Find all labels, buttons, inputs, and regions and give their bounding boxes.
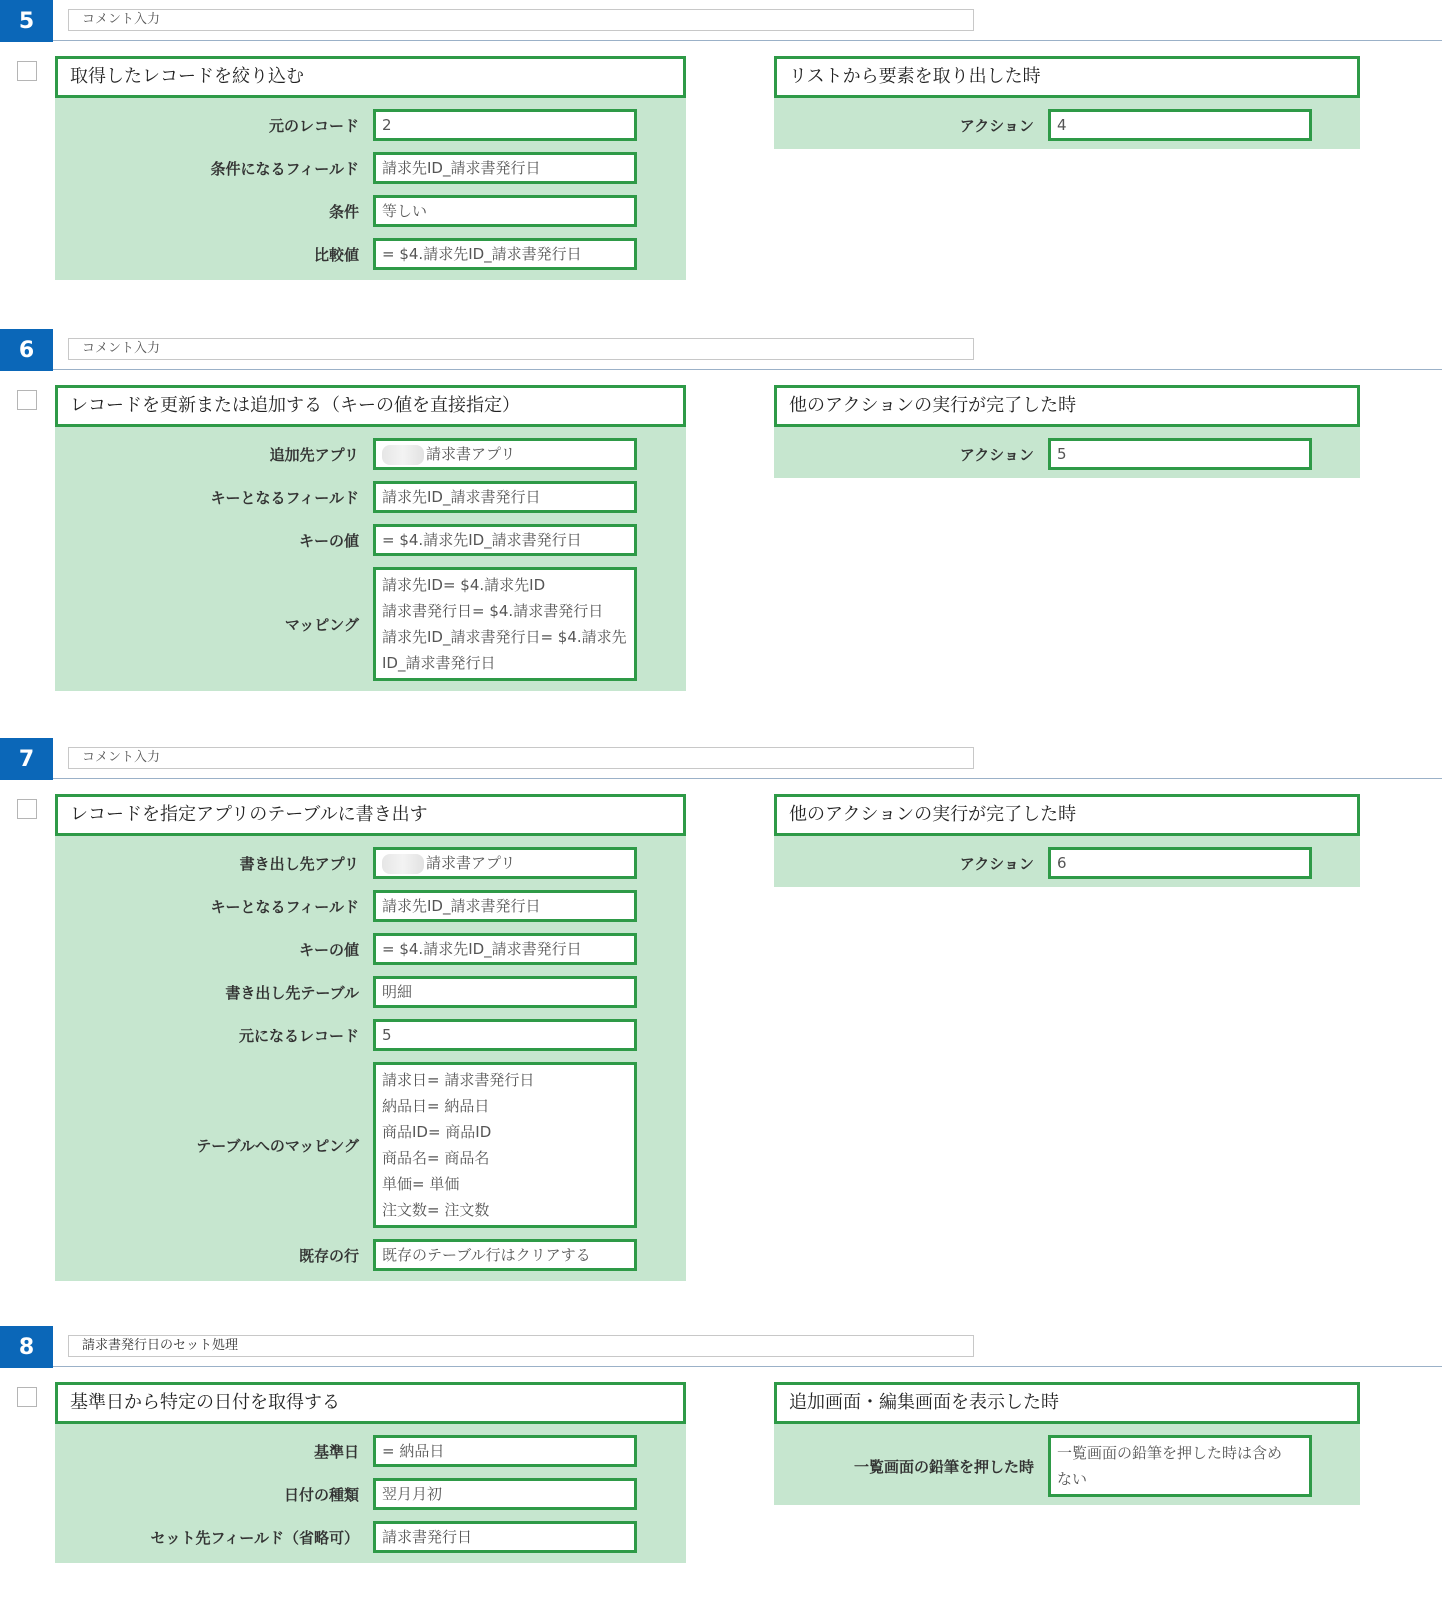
field-value[interactable]: 5: [1048, 438, 1312, 470]
field-row: [55, 1062, 686, 1228]
field-label: アクション: [959, 116, 1034, 135]
trigger-title[interactable]: 追加画面・編集画面を表示した時: [774, 1382, 1360, 1424]
field-row: [55, 1435, 686, 1467]
comment-input[interactable]: コメント入力: [68, 747, 974, 769]
action-panel: [55, 385, 686, 691]
field-value-text: 請求書アプリ: [426, 854, 516, 872]
field-row: [55, 152, 686, 184]
field-label: キーの値: [298, 531, 359, 550]
field-row: [55, 438, 686, 470]
trigger-title[interactable]: 他のアクションの実行が完了した時: [774, 385, 1360, 427]
comment-input[interactable]: 請求書発行日のセット処理: [68, 1335, 974, 1357]
mapping-line: 請求先ID_請求書発行日= $4.請求先: [382, 628, 627, 646]
field-value[interactable]: 2: [373, 109, 637, 141]
field-label: キーとなるフィールド: [210, 897, 359, 916]
field-value[interactable]: [1048, 1435, 1312, 1497]
field-value[interactable]: [373, 847, 637, 879]
field-value[interactable]: 等しい: [373, 195, 637, 227]
field-label: 書き出し先アプリ: [239, 854, 359, 873]
field-row: [55, 847, 686, 879]
action-panel: [55, 56, 686, 280]
field-label: アクション: [959, 445, 1034, 464]
field-label: アクション: [959, 854, 1034, 873]
field-label: 比較値: [313, 245, 359, 264]
mapping-line: 商品名= 商品名: [382, 1149, 490, 1167]
field-label: 日付の種類: [283, 1485, 359, 1504]
action-title[interactable]: レコードを指定アプリのテーブルに書き出す: [55, 794, 686, 836]
field-value[interactable]: 6: [1048, 847, 1312, 879]
step-checkbox[interactable]: [17, 61, 37, 81]
trigger-title[interactable]: 他のアクションの実行が完了した時: [774, 794, 1360, 836]
field-value[interactable]: 4: [1048, 109, 1312, 141]
action-title[interactable]: 基準日から特定の日付を取得する: [55, 1382, 686, 1424]
field-row: [55, 195, 686, 227]
step-divider: [53, 40, 1442, 41]
mapping-line: ID_請求書発行日: [382, 654, 496, 672]
step-divider: [53, 369, 1442, 370]
field-value[interactable]: = $4.請求先ID_請求書発行日: [373, 238, 637, 270]
field-row: [774, 847, 1360, 879]
mapping-line: 単価= 単価: [382, 1175, 460, 1193]
redacted-prefix: [382, 854, 424, 874]
trigger-panel: [774, 794, 1360, 887]
step-checkbox[interactable]: [17, 390, 37, 410]
field-value[interactable]: = 納品日: [373, 1435, 637, 1467]
redacted-prefix: [382, 445, 424, 465]
step-6: [0, 329, 1442, 672]
trigger-fields: [774, 836, 1360, 887]
field-value[interactable]: [373, 438, 637, 470]
mapping-line: 請求先ID= $4.請求先ID: [382, 576, 546, 594]
field-label: 書き出し先テーブル: [225, 983, 359, 1002]
field-row: [55, 567, 686, 681]
mapping-field[interactable]: [373, 567, 637, 681]
step-header: [0, 738, 1442, 780]
trigger-fields: [774, 1424, 1360, 1505]
field-value[interactable]: 請求先ID_請求書発行日: [373, 152, 637, 184]
step-5: [0, 0, 1442, 264]
field-label: 追加先アプリ: [269, 445, 359, 464]
field-value[interactable]: 5: [373, 1019, 637, 1051]
field-row: [55, 1019, 686, 1051]
mapping-line: 注文数= 注文数: [382, 1201, 490, 1219]
field-value-text: 請求書アプリ: [426, 445, 516, 463]
step-number: 7: [0, 738, 53, 780]
trigger-panel: [774, 385, 1360, 478]
field-label: 基準日: [313, 1442, 359, 1461]
field-row: [774, 109, 1360, 141]
field-row: [774, 1435, 1360, 1497]
field-label: 既存の行: [298, 1246, 359, 1265]
field-row: [55, 1239, 686, 1271]
field-row: [55, 890, 686, 922]
field-label: キーの値: [298, 940, 359, 959]
action-fields: [55, 836, 686, 1281]
step-number: 5: [0, 0, 53, 42]
trigger-fields: [774, 427, 1360, 478]
field-label: マッピング: [284, 615, 359, 634]
field-row: [774, 438, 1360, 470]
action-fields: [55, 427, 686, 691]
field-row: [55, 976, 686, 1008]
field-value[interactable]: = $4.請求先ID_請求書発行日: [373, 933, 637, 965]
trigger-title[interactable]: リストから要素を取り出した時: [774, 56, 1360, 98]
field-value[interactable]: = $4.請求先ID_請求書発行日: [373, 524, 637, 556]
step-divider: [53, 1366, 1442, 1367]
field-value[interactable]: 請求書発行日: [373, 1521, 637, 1553]
field-row: [55, 109, 686, 141]
field-row: [55, 1478, 686, 1510]
action-fields: [55, 98, 686, 280]
field-label: キーとなるフィールド: [210, 488, 359, 507]
step-checkbox[interactable]: [17, 1387, 37, 1407]
comment-input[interactable]: コメント入力: [68, 338, 974, 360]
action-panel: [55, 1382, 686, 1563]
mapping-line: 請求書発行日= $4.請求書発行日: [382, 602, 604, 620]
step-8: [0, 1326, 1442, 1547]
field-label: テーブルへのマッピング: [196, 1136, 359, 1155]
mapping-line: 納品日= 納品日: [382, 1097, 490, 1115]
step-number: 6: [0, 329, 53, 371]
field-row: [55, 238, 686, 270]
step-number: 8: [0, 1326, 53, 1368]
field-value[interactable]: 既存のテーブル行はクリアする: [373, 1239, 637, 1271]
trigger-fields: [774, 98, 1360, 149]
field-label: 条件: [328, 202, 359, 221]
field-label: 元のレコード: [268, 116, 359, 135]
field-value[interactable]: 翌月月初: [373, 1478, 637, 1510]
trigger-panel: [774, 56, 1360, 149]
step-header: [0, 329, 1442, 371]
step-7: [0, 738, 1442, 1265]
field-label: 一覧画面の鉛筆を押した時: [853, 1457, 1034, 1476]
field-value[interactable]: 明細: [373, 976, 637, 1008]
action-panel: [55, 794, 686, 1281]
value-line: ない: [1057, 1470, 1088, 1488]
field-value[interactable]: 請求先ID_請求書発行日: [373, 890, 637, 922]
comment-input[interactable]: コメント入力: [68, 9, 974, 31]
mapping-line: 請求日= 請求書発行日: [382, 1071, 535, 1089]
field-label: セット先フィールド（省略可）: [150, 1528, 359, 1547]
mapping-field[interactable]: [373, 1062, 637, 1228]
step-header: [0, 0, 1442, 42]
trigger-panel: [774, 1382, 1360, 1505]
action-title[interactable]: レコードを更新または追加する（キーの値を直接指定）: [55, 385, 686, 427]
field-label: 元になるレコード: [238, 1026, 359, 1045]
action-fields: [55, 1424, 686, 1563]
action-title[interactable]: 取得したレコードを絞り込む: [55, 56, 686, 98]
field-row: [55, 933, 686, 965]
step-header: [0, 1326, 1442, 1368]
field-row: [55, 524, 686, 556]
field-label: 条件になるフィールド: [210, 159, 359, 178]
mapping-line: 商品ID= 商品ID: [382, 1123, 492, 1141]
value-line: 一覧画面の鉛筆を押した時は含め: [1057, 1444, 1283, 1462]
step-checkbox[interactable]: [17, 799, 37, 819]
field-row: [55, 481, 686, 513]
field-value[interactable]: 請求先ID_請求書発行日: [373, 481, 637, 513]
step-divider: [53, 778, 1442, 779]
field-row: [55, 1521, 686, 1553]
